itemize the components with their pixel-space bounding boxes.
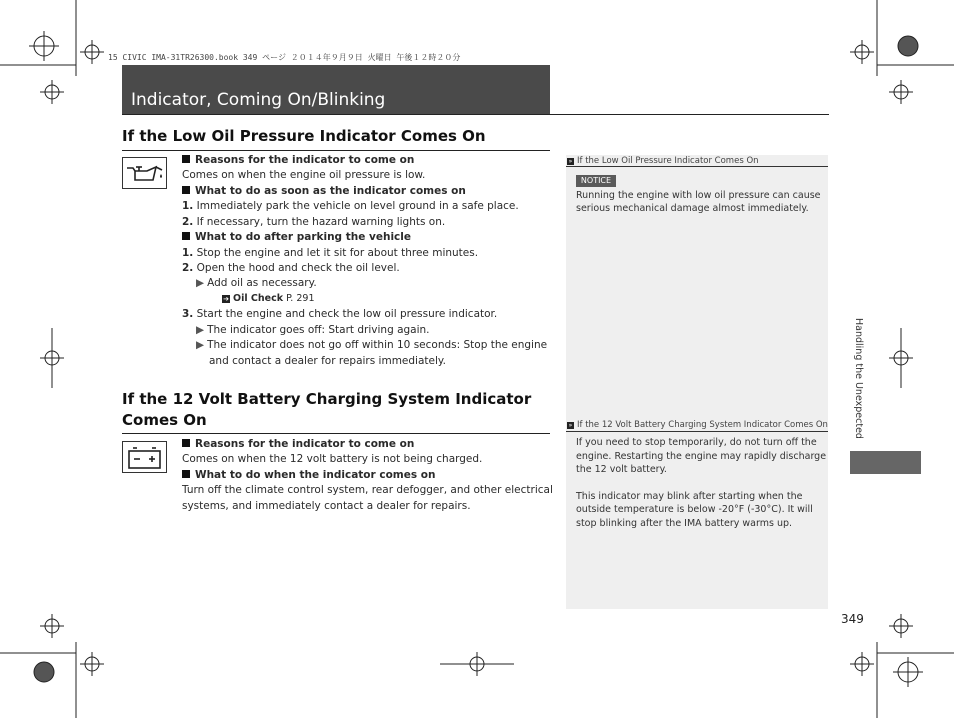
step-item: 3. Start the engine and check the low oil pressure indicator. bbox=[182, 308, 498, 320]
notice-badge: NOTICE bbox=[576, 175, 616, 187]
reference-icon: » bbox=[568, 422, 573, 429]
battery-indicator bbox=[122, 441, 167, 473]
reference-icon: » bbox=[568, 158, 573, 165]
sidebar-rule bbox=[566, 166, 828, 167]
chapter-tab-label: Handling the Unexpected bbox=[853, 318, 864, 439]
after-heading: What to do after parking the vehicle bbox=[182, 230, 411, 246]
sidebar-heading-oil: » If the Low Oil Pressure Indicator Comes On bbox=[568, 156, 759, 166]
step-item: 2. Open the hood and check the oil level. bbox=[182, 262, 400, 274]
sidebar-text: serious mechanical damage almost immediately. bbox=[576, 203, 809, 214]
section-title-oil: If the Low Oil Pressure Indicator Comes On bbox=[122, 127, 486, 145]
section-title-battery-line1: If the 12 Volt Battery Charging System Indicator bbox=[122, 390, 532, 408]
sub-item: ▶ The indicator does not go off within 10 seconds: Stop the engine bbox=[196, 339, 548, 351]
sidebar-text: This indicator may blink after starting when the bbox=[576, 491, 803, 502]
step-item: 2. If necessary, turn the hazard warning lights on. bbox=[182, 216, 446, 228]
print-header: 15 CIVIC IMA-31TR26300.book 349 ページ ２０１４年９月９日 火曜日 午後１２時２０分 bbox=[108, 53, 461, 62]
oil-pressure-indicator bbox=[122, 157, 167, 189]
step-item: 1. Immediately park the vehicle on level ground in a safe place. bbox=[182, 200, 519, 212]
sub-item: ▶ Add oil as necessary. bbox=[196, 277, 317, 289]
section-rule bbox=[122, 433, 550, 434]
sub-item-continued: and contact a dealer for repairs immediately. bbox=[209, 355, 446, 367]
asap-heading: What to do as soon as the indicator comes on bbox=[182, 184, 466, 200]
oil-can-icon bbox=[123, 158, 166, 188]
sidebar-text: If you need to stop temporarily, do not turn off the bbox=[576, 437, 817, 448]
page-number: 349 bbox=[841, 612, 864, 626]
section-rule bbox=[122, 150, 550, 151]
todo-text: Turn off the climate control system, rear defogger, and other electrical bbox=[182, 484, 553, 496]
chapter-tab[interactable] bbox=[850, 451, 921, 474]
sub-item: ▶ The indicator goes off: Start driving again. bbox=[196, 324, 430, 336]
battery-icon bbox=[123, 442, 166, 472]
step-item: 1. Stop the engine and let it sit for about three minutes. bbox=[182, 247, 479, 259]
header-rule bbox=[122, 114, 829, 115]
sidebar-text: outside temperature is below -20°F (-30°C). It will bbox=[576, 504, 813, 515]
reasons-text: Comes on when the 12 volt battery is not being charged. bbox=[182, 453, 483, 465]
page-title: Indicator, Coming On/Blinking bbox=[131, 90, 386, 110]
sidebar-text: stop blinking after the IMA battery warms up. bbox=[576, 518, 793, 529]
reasons-heading: Reasons for the indicator to come on bbox=[182, 153, 414, 169]
todo-heading: What to do when the indicator comes on bbox=[182, 468, 435, 484]
reasons-heading: Reasons for the indicator to come on bbox=[182, 437, 414, 453]
sidebar-text: Running the engine with low oil pressure can cause bbox=[576, 190, 821, 201]
oil-check-link[interactable]: ➔ Oil Check P. 291 bbox=[223, 293, 315, 304]
sidebar-text: engine. Restarting the engine may rapidly discharge bbox=[576, 451, 827, 462]
reference-arrow-icon: ➔ bbox=[223, 295, 229, 303]
todo-text: systems, and immediately contact a dealer for repairs. bbox=[182, 500, 471, 512]
sidebar-text: the 12 volt battery. bbox=[576, 464, 667, 475]
sidebar-panel bbox=[566, 155, 828, 609]
sidebar-rule bbox=[566, 431, 828, 432]
reasons-text: Comes on when the engine oil pressure is low. bbox=[182, 169, 426, 181]
sidebar-heading-battery: » If the 12 Volt Battery Charging System Indicator Comes On bbox=[568, 420, 828, 430]
section-title-battery-line2: Comes On bbox=[122, 411, 207, 429]
